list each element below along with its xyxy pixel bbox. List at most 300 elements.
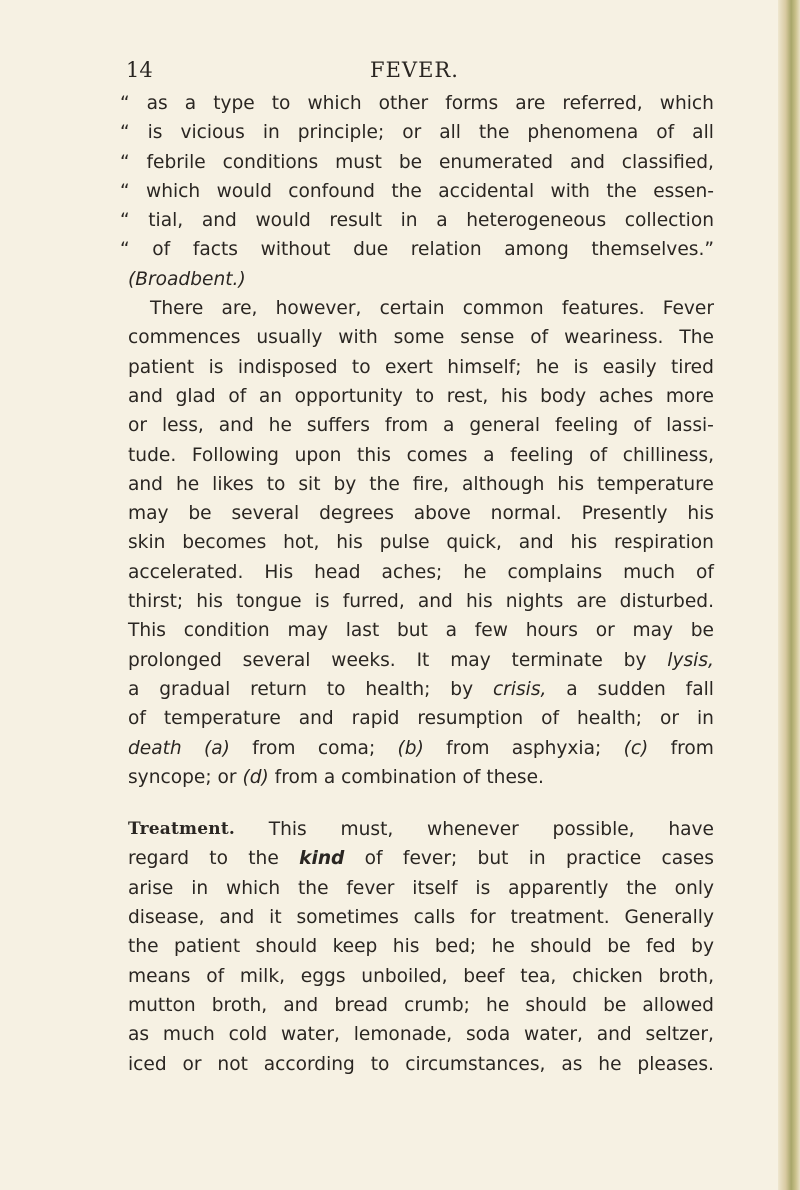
word: due — [353, 239, 389, 261]
citation: (Broadbent.) — [128, 268, 246, 290]
word: and — [417, 591, 453, 613]
word: “ — [120, 93, 130, 114]
word: bread — [334, 994, 388, 1016]
word: is — [475, 877, 491, 899]
word: death — [128, 737, 182, 759]
word: more — [665, 385, 714, 407]
body-text — [120, 89, 714, 1079]
word: fire, — [412, 473, 450, 495]
word: collection — [624, 210, 714, 232]
word: general — [469, 415, 541, 437]
text-line — [128, 962, 714, 991]
word: crisis, — [492, 678, 547, 700]
text-line — [120, 177, 714, 206]
page-number: 14 — [126, 58, 153, 82]
word: coma; — [317, 737, 376, 759]
word: have — [668, 819, 714, 841]
word: features. — [561, 298, 645, 320]
word: fed — [645, 936, 676, 958]
word: His — [264, 561, 294, 583]
word: fever; — [402, 848, 458, 870]
word: of — [228, 385, 247, 407]
word: he — [463, 561, 487, 583]
word: exert — [384, 356, 433, 378]
word: beef — [463, 965, 505, 987]
word: for — [470, 907, 496, 929]
word: is — [147, 122, 163, 144]
word: The — [679, 327, 714, 349]
word: soda — [465, 1024, 511, 1046]
word: in — [191, 877, 209, 899]
word: with — [338, 327, 378, 349]
word: skin — [128, 532, 166, 554]
text-line — [128, 411, 714, 440]
word: degrees — [319, 503, 394, 525]
word: mutton — [128, 994, 196, 1016]
text-line — [128, 382, 714, 411]
word: which — [659, 93, 714, 114]
word: he — [598, 1053, 622, 1075]
word: he — [268, 415, 292, 437]
word: usually — [256, 327, 323, 349]
word: eggs — [300, 965, 346, 987]
word: few — [474, 620, 508, 642]
word: indisposed — [237, 356, 338, 378]
word: of — [589, 444, 608, 466]
word: common — [462, 298, 544, 320]
word: and — [218, 415, 254, 437]
word: cold — [228, 1024, 268, 1046]
word: rapid — [351, 708, 400, 730]
word: essen- — [653, 180, 714, 202]
word: classified, — [621, 151, 714, 173]
word: it — [269, 907, 282, 929]
word: or — [660, 708, 680, 730]
word: would — [216, 180, 272, 202]
word: to — [209, 848, 228, 870]
text-line — [128, 558, 714, 587]
word: be — [188, 503, 212, 525]
word: an — [258, 385, 283, 407]
word: disease, — [128, 907, 205, 929]
word: resumption — [417, 708, 524, 730]
word: must, — [340, 819, 394, 841]
word: may — [632, 620, 673, 642]
word: of — [206, 965, 225, 987]
word: quick, — [446, 532, 502, 554]
word: the — [478, 122, 510, 144]
word: terminate — [511, 649, 603, 671]
word: normal. — [490, 503, 562, 525]
word: his — [557, 473, 585, 495]
word: without — [260, 239, 331, 261]
word: Generally — [624, 907, 714, 929]
word: but — [477, 848, 509, 870]
word: his — [196, 591, 223, 613]
word: the — [298, 877, 329, 899]
word: upon — [294, 444, 342, 466]
word: lassi- — [666, 415, 714, 437]
word: result — [329, 210, 383, 232]
word: a — [445, 620, 458, 642]
word: and — [298, 708, 334, 730]
word: is — [573, 356, 589, 378]
word: tired — [670, 356, 714, 378]
word: may — [287, 620, 328, 642]
word: feeling — [554, 415, 619, 437]
word: much — [623, 561, 676, 583]
word: he — [175, 473, 200, 495]
page-edge-shadow — [778, 0, 800, 1190]
word: health; — [365, 678, 431, 700]
running-head — [126, 58, 740, 88]
word: as — [561, 1053, 583, 1075]
word: however, — [275, 298, 362, 320]
citation-line — [128, 265, 714, 294]
word: would — [255, 210, 311, 232]
word: becomes — [182, 532, 267, 554]
word: Following — [191, 444, 279, 466]
word: hours — [525, 620, 578, 642]
word: means — [128, 965, 191, 987]
text-line — [128, 903, 714, 932]
word: disturbed. — [619, 591, 714, 613]
word: complains — [507, 561, 603, 583]
word: the — [626, 877, 657, 899]
word: prolonged — [128, 649, 222, 671]
word: “ — [120, 210, 130, 232]
word: commences — [128, 327, 241, 349]
word: a — [566, 678, 578, 700]
word: broth, — [211, 994, 268, 1016]
word: a — [184, 93, 197, 114]
word: this — [357, 444, 391, 466]
word: and — [128, 385, 163, 407]
text-line — [120, 89, 714, 118]
word: less, — [161, 415, 204, 437]
word: crumb; — [404, 994, 470, 1016]
word: regard — [128, 848, 189, 870]
word: apparently — [508, 877, 609, 899]
word: circumstances, — [405, 1053, 546, 1075]
word: are — [515, 93, 546, 114]
word: tongue — [236, 591, 302, 613]
text-line — [128, 1050, 714, 1079]
text-line — [128, 815, 714, 844]
word: the — [606, 180, 637, 202]
running-title: FEVER. — [370, 58, 459, 82]
text-line — [128, 470, 714, 499]
word: is — [208, 356, 224, 378]
text-line — [128, 499, 714, 528]
word: weariness. — [564, 327, 664, 349]
word: by — [623, 649, 647, 671]
word: by — [450, 678, 474, 700]
word: sense — [460, 327, 515, 349]
text-line — [128, 734, 714, 763]
word: fall — [685, 678, 714, 700]
word: furred, — [342, 591, 405, 613]
word: be — [690, 620, 714, 642]
word: the — [391, 180, 422, 202]
text-line — [128, 844, 714, 873]
word: himself; — [447, 356, 522, 378]
word: above — [413, 503, 471, 525]
word: asphyxia; — [511, 737, 602, 759]
word: from — [446, 737, 490, 759]
word: seltzer, — [645, 1024, 714, 1046]
word: chicken — [572, 965, 643, 987]
word: thirst; — [128, 591, 184, 613]
word: cases — [661, 848, 714, 870]
text-line — [128, 991, 714, 1020]
word: and — [219, 907, 255, 929]
word: and — [596, 1024, 632, 1046]
word: temperature — [596, 473, 714, 495]
word: his — [687, 503, 714, 525]
word: suffers — [306, 415, 370, 437]
word: of — [530, 327, 549, 349]
word: to — [326, 678, 346, 700]
text-line — [128, 704, 714, 733]
word: type — [213, 93, 255, 114]
word: all — [692, 122, 714, 144]
word: or — [128, 415, 148, 437]
word: “ — [120, 239, 130, 261]
word: Fever — [662, 298, 714, 320]
word: likes — [212, 473, 254, 495]
word: may — [450, 649, 491, 671]
word: itself — [412, 877, 458, 899]
word: as — [146, 93, 168, 114]
word: from — [384, 415, 429, 437]
word: of — [128, 708, 146, 730]
word: weeks. — [331, 649, 396, 671]
word: other — [378, 93, 429, 114]
text-line — [128, 646, 714, 675]
word: treatment. — [510, 907, 610, 929]
word: febrile — [146, 151, 206, 173]
word: his — [500, 385, 528, 407]
text-line — [128, 616, 714, 645]
word: not — [217, 1053, 248, 1075]
word: but — [396, 620, 428, 642]
word: be — [398, 151, 423, 173]
word: several — [242, 649, 311, 671]
word: a — [436, 210, 448, 232]
word: kind — [299, 848, 345, 870]
word: facts — [192, 239, 238, 261]
word: practice — [565, 848, 642, 870]
word: in — [400, 210, 418, 232]
word: feeling — [510, 444, 574, 466]
text-line — [120, 206, 714, 235]
word: which — [225, 877, 281, 899]
word: There — [150, 298, 204, 320]
word: “ — [120, 180, 130, 202]
word: rest, — [446, 385, 489, 407]
word: from — [670, 737, 714, 759]
word: fever — [346, 877, 395, 899]
word: or — [402, 122, 422, 144]
word: nights — [505, 591, 564, 613]
word: heterogeneous — [466, 210, 607, 232]
word: in — [528, 848, 546, 870]
word: sometimes — [296, 907, 399, 929]
word: may — [128, 503, 169, 525]
word: forms — [445, 93, 499, 114]
word: phenomena — [527, 122, 639, 144]
word: be — [603, 994, 627, 1016]
word: to — [271, 93, 291, 114]
word: certain — [379, 298, 445, 320]
word: in — [697, 708, 714, 730]
word: relation — [410, 239, 482, 261]
word: broth, — [658, 965, 714, 987]
word: comes — [406, 444, 468, 466]
word: of — [695, 561, 714, 583]
word: easily — [602, 356, 657, 378]
word: pleases. — [637, 1053, 714, 1075]
word: to — [415, 385, 435, 407]
word: is — [314, 591, 330, 613]
word: in — [262, 122, 280, 144]
word: (a) — [204, 737, 230, 759]
word: whenever — [427, 819, 519, 841]
word: themselves.” — [591, 239, 714, 261]
word: (b) — [397, 737, 424, 759]
word: It — [416, 649, 430, 671]
word: iced — [128, 1053, 167, 1075]
word: of — [656, 122, 675, 144]
word: vicious — [180, 122, 245, 144]
word: condition — [183, 620, 270, 642]
word: patient — [128, 356, 195, 378]
word: all — [439, 122, 461, 144]
word: to — [351, 356, 371, 378]
word: much — [162, 1024, 215, 1046]
text-line: syncope; or (d) from a combination of these. — [128, 766, 544, 788]
word: accidental — [438, 180, 535, 202]
paragraph-gap — [128, 792, 714, 815]
word: a — [128, 678, 140, 700]
word: opportunity — [294, 385, 403, 407]
word: and — [569, 151, 605, 173]
word: he — [535, 356, 560, 378]
word: only — [674, 877, 714, 899]
word: with — [550, 180, 590, 202]
word: tea, — [520, 965, 557, 987]
text-line — [128, 587, 714, 616]
word: he — [491, 936, 515, 958]
word: and — [201, 210, 237, 232]
word: should — [255, 936, 318, 958]
word: (c) — [623, 737, 649, 759]
word: glad — [175, 385, 216, 407]
word: and — [128, 473, 163, 495]
text-line — [128, 441, 714, 470]
word: “ — [120, 122, 130, 144]
word: health; — [576, 708, 643, 730]
word: the — [128, 936, 159, 958]
text-line — [128, 874, 714, 903]
word: and — [283, 994, 319, 1016]
word: which — [307, 93, 362, 114]
word: This — [268, 819, 307, 841]
word: his — [392, 936, 420, 958]
word: This — [128, 620, 166, 642]
word: according — [263, 1053, 355, 1075]
word: the — [248, 848, 279, 870]
word: chilliness, — [622, 444, 714, 466]
word: patient — [173, 936, 241, 958]
word: from — [252, 737, 296, 759]
word: as — [128, 1024, 150, 1046]
word: lemonade, — [353, 1024, 453, 1046]
text-line — [128, 353, 714, 382]
word: accelerated. — [128, 561, 244, 583]
text-line — [128, 528, 714, 557]
word: by — [691, 936, 714, 958]
word: temperature — [163, 708, 281, 730]
word: of — [633, 415, 652, 437]
word: some — [393, 327, 445, 349]
word: are — [576, 591, 607, 613]
word: pulse — [379, 532, 430, 554]
word: should — [525, 994, 587, 1016]
word: head — [314, 561, 361, 583]
word: return — [250, 678, 307, 700]
word: or — [182, 1053, 202, 1075]
word: enumerated — [438, 151, 554, 173]
word: a — [483, 444, 495, 466]
word: by — [333, 473, 357, 495]
word: calls — [413, 907, 456, 929]
word: (d) — [242, 766, 269, 788]
word: lysis, — [667, 649, 714, 671]
word: principle; — [297, 122, 385, 144]
word: unboiled, — [361, 965, 448, 987]
word: aches; — [381, 561, 443, 583]
word: sudden — [597, 678, 666, 700]
word: body — [540, 385, 587, 407]
word: referred, — [562, 93, 643, 114]
word: are, — [221, 298, 258, 320]
word: which — [146, 180, 201, 202]
word: “ — [120, 151, 130, 173]
word: sit — [298, 473, 321, 495]
word: confound — [288, 180, 375, 202]
text-line — [128, 323, 714, 352]
word: keep — [332, 936, 378, 958]
word: possible, — [552, 819, 635, 841]
word: his — [466, 591, 493, 613]
text-line — [128, 1020, 714, 1049]
text-line — [120, 118, 714, 147]
text-line — [120, 148, 714, 177]
word: a — [443, 415, 455, 437]
word: among — [504, 239, 569, 261]
section-heading: Treatment. — [128, 819, 235, 840]
word: tude. — [128, 444, 177, 466]
word: or — [595, 620, 615, 642]
text-line — [120, 235, 714, 264]
word: bed; — [434, 936, 477, 958]
word: aches — [598, 385, 654, 407]
text-line — [128, 294, 714, 323]
word: his — [570, 532, 598, 554]
word: to — [370, 1053, 390, 1075]
